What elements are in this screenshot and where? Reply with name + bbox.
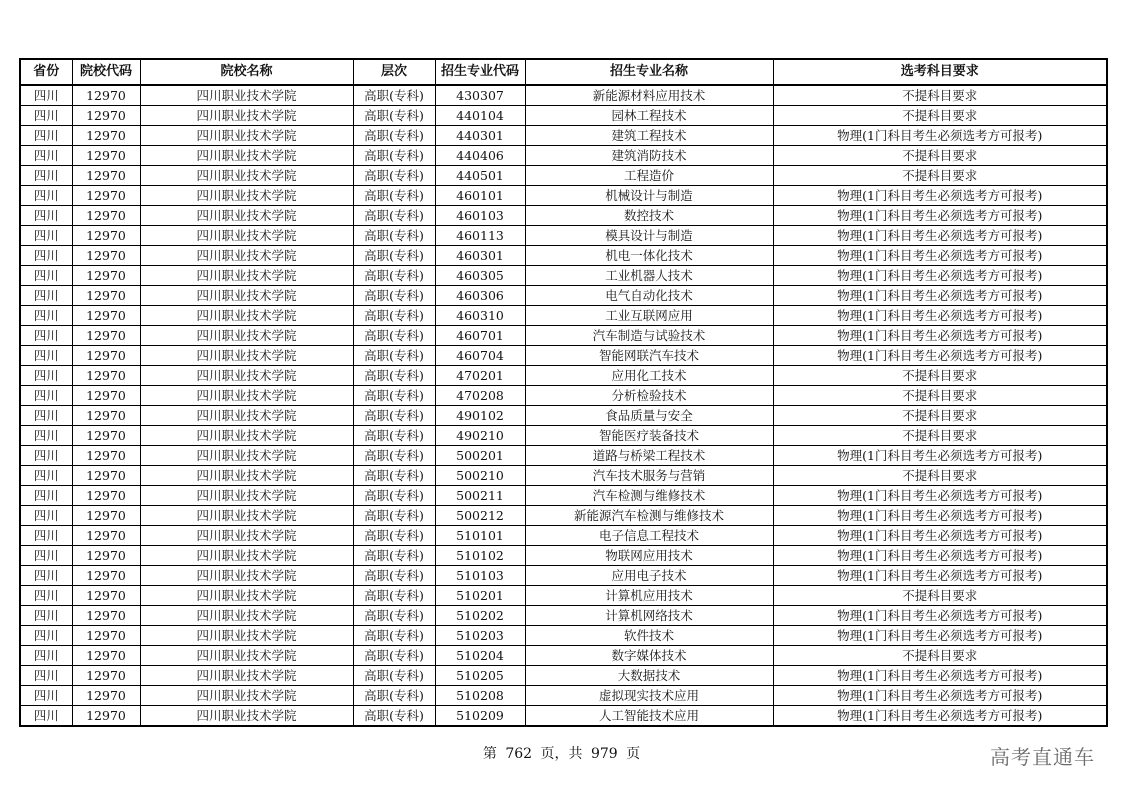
cell-major-name: 计算机网络技术 — [525, 606, 773, 626]
cell-level: 高职(专科) — [353, 386, 435, 406]
cell-school-name: 四川职业技术学院 — [140, 586, 353, 606]
table-row — [20, 446, 1107, 466]
header-province: 省份 — [20, 59, 72, 85]
cell-major-code: 500212 — [435, 506, 525, 526]
cell-subject-requirement: 不提科目要求 — [773, 166, 1107, 186]
cell-major-name: 电气自动化技术 — [525, 286, 773, 306]
cell-level: 高职(专科) — [353, 666, 435, 686]
cell-school-code: 12970 — [72, 386, 140, 406]
cell-major-code: 510101 — [435, 526, 525, 546]
cell-province: 四川 — [20, 546, 72, 566]
cell-province: 四川 — [20, 486, 72, 506]
cell-school-name: 四川职业技术学院 — [140, 106, 353, 126]
cell-level: 高职(专科) — [353, 346, 435, 366]
cell-major-code: 430307 — [435, 85, 525, 106]
cell-subject-requirement: 物理(1门科目考生必须选考方可报考) — [773, 206, 1107, 226]
cell-province: 四川 — [20, 166, 72, 186]
header-major-name: 招生专业名称 — [525, 59, 773, 85]
cell-major-code: 460310 — [435, 306, 525, 326]
cell-subject-requirement: 物理(1门科目考生必须选考方可报考) — [773, 626, 1107, 646]
cell-province: 四川 — [20, 326, 72, 346]
cell-school-code: 12970 — [72, 246, 140, 266]
table-row — [20, 666, 1107, 686]
cell-level: 高职(专科) — [353, 406, 435, 426]
cell-subject-requirement: 物理(1门科目考生必须选考方可报考) — [773, 666, 1107, 686]
cell-major-name: 道路与桥梁工程技术 — [525, 446, 773, 466]
cell-major-code: 460301 — [435, 246, 525, 266]
table-row — [20, 126, 1107, 146]
cell-school-code: 12970 — [72, 286, 140, 306]
cell-major-name: 新能源材料应用技术 — [525, 85, 773, 106]
cell-school-name: 四川职业技术学院 — [140, 166, 353, 186]
cell-school-name: 四川职业技术学院 — [140, 366, 353, 386]
table-row — [20, 646, 1107, 666]
cell-school-code: 12970 — [72, 506, 140, 526]
table-row — [20, 186, 1107, 206]
header-major-code: 招生专业代码 — [435, 59, 525, 85]
header-level: 层次 — [353, 59, 435, 85]
table-row — [20, 626, 1107, 646]
cell-province: 四川 — [20, 126, 72, 146]
cell-major-name: 应用电子技术 — [525, 566, 773, 586]
cell-school-name: 四川职业技术学院 — [140, 266, 353, 286]
cell-school-name: 四川职业技术学院 — [140, 466, 353, 486]
cell-province: 四川 — [20, 686, 72, 706]
footer-middle: 页，共 — [540, 746, 583, 762]
cell-province: 四川 — [20, 666, 72, 686]
table-body — [20, 85, 1107, 726]
cell-province: 四川 — [20, 146, 72, 166]
cell-province: 四川 — [20, 346, 72, 366]
cell-school-name: 四川职业技术学院 — [140, 566, 353, 586]
cell-province: 四川 — [20, 566, 72, 586]
cell-level: 高职(专科) — [353, 546, 435, 566]
cell-major-name: 食品质量与安全 — [525, 406, 773, 426]
table-row — [20, 386, 1107, 406]
cell-level: 高职(专科) — [353, 286, 435, 306]
cell-school-code: 12970 — [72, 466, 140, 486]
cell-major-name: 汽车检测与维修技术 — [525, 486, 773, 506]
cell-subject-requirement: 不提科目要求 — [773, 586, 1107, 606]
cell-major-name: 工业机器人技术 — [525, 266, 773, 286]
cell-subject-requirement: 物理(1门科目考生必须选考方可报考) — [773, 226, 1107, 246]
cell-subject-requirement: 物理(1门科目考生必须选考方可报考) — [773, 266, 1107, 286]
cell-major-code: 460701 — [435, 326, 525, 346]
cell-province: 四川 — [20, 266, 72, 286]
footer-prefix: 第 — [482, 746, 497, 762]
cell-school-code: 12970 — [72, 526, 140, 546]
cell-major-name: 数字媒体技术 — [525, 646, 773, 666]
cell-major-name: 智能网联汽车技术 — [525, 346, 773, 366]
cell-school-name: 四川职业技术学院 — [140, 126, 353, 146]
cell-major-name: 软件技术 — [525, 626, 773, 646]
footer-suffix: 页 — [626, 746, 641, 762]
cell-province: 四川 — [20, 186, 72, 206]
cell-school-code: 12970 — [72, 106, 140, 126]
cell-level: 高职(专科) — [353, 366, 435, 386]
cell-major-code: 510208 — [435, 686, 525, 706]
table-row — [20, 486, 1107, 506]
cell-school-code: 12970 — [72, 85, 140, 106]
cell-school-name: 四川职业技术学院 — [140, 226, 353, 246]
header-row — [20, 59, 1107, 85]
cell-major-code: 500201 — [435, 446, 525, 466]
cell-province: 四川 — [20, 586, 72, 606]
cell-level: 高职(专科) — [353, 266, 435, 286]
cell-level: 高职(专科) — [353, 506, 435, 526]
cell-subject-requirement: 不提科目要求 — [773, 366, 1107, 386]
table-row — [20, 106, 1107, 126]
cell-level: 高职(专科) — [353, 446, 435, 466]
cell-level: 高职(专科) — [353, 686, 435, 706]
cell-school-name: 四川职业技术学院 — [140, 146, 353, 166]
cell-major-name: 汽车制造与试验技术 — [525, 326, 773, 346]
table-row — [20, 686, 1107, 706]
cell-subject-requirement: 物理(1门科目考生必须选考方可报考) — [773, 126, 1107, 146]
cell-level: 高职(专科) — [353, 326, 435, 346]
cell-major-code: 470208 — [435, 386, 525, 406]
cell-level: 高职(专科) — [353, 226, 435, 246]
cell-school-name: 四川职业技术学院 — [140, 386, 353, 406]
cell-school-name: 四川职业技术学院 — [140, 626, 353, 646]
cell-subject-requirement: 物理(1门科目考生必须选考方可报考) — [773, 606, 1107, 626]
cell-province: 四川 — [20, 406, 72, 426]
cell-subject-requirement: 物理(1门科目考生必须选考方可报考) — [773, 486, 1107, 506]
cell-major-code: 460704 — [435, 346, 525, 366]
cell-school-name: 四川职业技术学院 — [140, 686, 353, 706]
cell-major-name: 机械设计与制造 — [525, 186, 773, 206]
cell-major-name: 电子信息工程技术 — [525, 526, 773, 546]
cell-school-name: 四川职业技术学院 — [140, 306, 353, 326]
cell-school-name: 四川职业技术学院 — [140, 85, 353, 106]
cell-subject-requirement: 不提科目要求 — [773, 426, 1107, 446]
cell-province: 四川 — [20, 466, 72, 486]
page-footer — [0, 743, 1123, 763]
cell-major-name: 机电一体化技术 — [525, 246, 773, 266]
cell-major-code: 500210 — [435, 466, 525, 486]
cell-province: 四川 — [20, 226, 72, 246]
cell-major-code: 490102 — [435, 406, 525, 426]
cell-major-code: 510203 — [435, 626, 525, 646]
cell-major-code: 460101 — [435, 186, 525, 206]
cell-subject-requirement: 物理(1门科目考生必须选考方可报考) — [773, 286, 1107, 306]
cell-subject-requirement: 物理(1门科目考生必须选考方可报考) — [773, 546, 1107, 566]
cell-school-name: 四川职业技术学院 — [140, 326, 353, 346]
cell-province: 四川 — [20, 646, 72, 666]
cell-school-code: 12970 — [72, 406, 140, 426]
header-subject-requirement: 选考科目要求 — [773, 59, 1107, 85]
cell-major-name: 工程造价 — [525, 166, 773, 186]
cell-major-name: 建筑消防技术 — [525, 146, 773, 166]
cell-province: 四川 — [20, 366, 72, 386]
cell-province: 四川 — [20, 386, 72, 406]
cell-major-code: 510201 — [435, 586, 525, 606]
cell-school-name: 四川职业技术学院 — [140, 446, 353, 466]
cell-level: 高职(专科) — [353, 426, 435, 446]
cell-school-code: 12970 — [72, 186, 140, 206]
cell-subject-requirement: 物理(1门科目考生必须选考方可报考) — [773, 246, 1107, 266]
table-row — [20, 246, 1107, 266]
cell-school-code: 12970 — [72, 446, 140, 466]
cell-major-code: 460306 — [435, 286, 525, 306]
cell-school-name: 四川职业技术学院 — [140, 486, 353, 506]
cell-school-code: 12970 — [72, 146, 140, 166]
cell-level: 高职(专科) — [353, 166, 435, 186]
cell-subject-requirement: 不提科目要求 — [773, 646, 1107, 666]
cell-level: 高职(专科) — [353, 626, 435, 646]
cell-level: 高职(专科) — [353, 85, 435, 106]
cell-school-code: 12970 — [72, 426, 140, 446]
cell-province: 四川 — [20, 286, 72, 306]
cell-school-name: 四川职业技术学院 — [140, 406, 353, 426]
cell-major-code: 460103 — [435, 206, 525, 226]
cell-school-name: 四川职业技术学院 — [140, 186, 353, 206]
enrollment-table — [19, 58, 1108, 727]
cell-major-name: 工业互联网应用 — [525, 306, 773, 326]
cell-school-name: 四川职业技术学院 — [140, 246, 353, 266]
cell-school-name: 四川职业技术学院 — [140, 606, 353, 626]
cell-school-code: 12970 — [72, 586, 140, 606]
cell-major-code: 440406 — [435, 146, 525, 166]
cell-major-name: 新能源汽车检测与维修技术 — [525, 506, 773, 526]
cell-school-name: 四川职业技术学院 — [140, 706, 353, 727]
cell-major-code: 510204 — [435, 646, 525, 666]
cell-school-name: 四川职业技术学院 — [140, 546, 353, 566]
cell-school-code: 12970 — [72, 306, 140, 326]
cell-subject-requirement: 不提科目要求 — [773, 466, 1107, 486]
cell-major-code: 510209 — [435, 706, 525, 727]
cell-major-code: 460305 — [435, 266, 525, 286]
cell-province: 四川 — [20, 85, 72, 106]
table-row — [20, 346, 1107, 366]
table-row — [20, 85, 1107, 106]
cell-school-code: 12970 — [72, 686, 140, 706]
cell-major-code: 460113 — [435, 226, 525, 246]
cell-level: 高职(专科) — [353, 566, 435, 586]
table-row — [20, 286, 1107, 306]
cell-level: 高职(专科) — [353, 646, 435, 666]
cell-level: 高职(专科) — [353, 586, 435, 606]
cell-subject-requirement: 物理(1门科目考生必须选考方可报考) — [773, 186, 1107, 206]
cell-school-code: 12970 — [72, 266, 140, 286]
cell-level: 高职(专科) — [353, 526, 435, 546]
cell-major-code: 510205 — [435, 666, 525, 686]
cell-major-name: 分析检验技术 — [525, 386, 773, 406]
table-row — [20, 166, 1107, 186]
cell-major-name: 大数据技术 — [525, 666, 773, 686]
cell-school-code: 12970 — [72, 626, 140, 646]
current-page-number: 762 — [505, 746, 533, 762]
table-row — [20, 326, 1107, 346]
total-pages-number: 979 — [590, 746, 618, 762]
cell-school-code: 12970 — [72, 706, 140, 727]
cell-major-code: 470201 — [435, 366, 525, 386]
cell-province: 四川 — [20, 446, 72, 466]
cell-school-code: 12970 — [72, 546, 140, 566]
table-row — [20, 706, 1107, 727]
cell-province: 四川 — [20, 706, 72, 727]
cell-level: 高职(专科) — [353, 146, 435, 166]
cell-province: 四川 — [20, 106, 72, 126]
cell-school-code: 12970 — [72, 486, 140, 506]
cell-level: 高职(专科) — [353, 206, 435, 226]
cell-province: 四川 — [20, 206, 72, 226]
cell-subject-requirement: 不提科目要求 — [773, 406, 1107, 426]
cell-school-name: 四川职业技术学院 — [140, 526, 353, 546]
cell-level: 高职(专科) — [353, 306, 435, 326]
cell-level: 高职(专科) — [353, 186, 435, 206]
table-row — [20, 566, 1107, 586]
table-row — [20, 306, 1107, 326]
cell-province: 四川 — [20, 626, 72, 646]
cell-major-name: 人工智能技术应用 — [525, 706, 773, 727]
cell-school-code: 12970 — [72, 366, 140, 386]
cell-subject-requirement: 不提科目要求 — [773, 85, 1107, 106]
table-row — [20, 586, 1107, 606]
cell-school-name: 四川职业技术学院 — [140, 206, 353, 226]
cell-province: 四川 — [20, 246, 72, 266]
cell-subject-requirement: 不提科目要求 — [773, 386, 1107, 406]
cell-school-code: 12970 — [72, 206, 140, 226]
table-row — [20, 546, 1107, 566]
cell-subject-requirement: 物理(1门科目考生必须选考方可报考) — [773, 706, 1107, 727]
cell-level: 高职(专科) — [353, 606, 435, 626]
cell-major-code: 510103 — [435, 566, 525, 586]
cell-school-code: 12970 — [72, 646, 140, 666]
cell-subject-requirement: 物理(1门科目考生必须选考方可报考) — [773, 326, 1107, 346]
cell-major-name: 汽车技术服务与营销 — [525, 466, 773, 486]
cell-subject-requirement: 物理(1门科目考生必须选考方可报考) — [773, 686, 1107, 706]
cell-level: 高职(专科) — [353, 706, 435, 727]
cell-level: 高职(专科) — [353, 486, 435, 506]
cell-major-name: 建筑工程技术 — [525, 126, 773, 146]
cell-major-code: 510202 — [435, 606, 525, 626]
cell-major-name: 计算机应用技术 — [525, 586, 773, 606]
cell-school-name: 四川职业技术学院 — [140, 666, 353, 686]
table-row — [20, 266, 1107, 286]
cell-subject-requirement: 物理(1门科目考生必须选考方可报考) — [773, 306, 1107, 326]
watermark-text: 高考直通车 — [990, 745, 1095, 769]
table-row — [20, 506, 1107, 526]
cell-major-name: 应用化工技术 — [525, 366, 773, 386]
cell-school-name: 四川职业技术学院 — [140, 286, 353, 306]
cell-major-code: 510102 — [435, 546, 525, 566]
cell-major-code: 440501 — [435, 166, 525, 186]
cell-subject-requirement: 物理(1门科目考生必须选考方可报考) — [773, 506, 1107, 526]
cell-school-code: 12970 — [72, 326, 140, 346]
table-row — [20, 366, 1107, 386]
cell-province: 四川 — [20, 426, 72, 446]
cell-school-code: 12970 — [72, 346, 140, 366]
cell-province: 四川 — [20, 526, 72, 546]
table-row — [20, 606, 1107, 626]
table-row — [20, 466, 1107, 486]
cell-school-code: 12970 — [72, 566, 140, 586]
cell-subject-requirement: 不提科目要求 — [773, 146, 1107, 166]
table-row — [20, 206, 1107, 226]
cell-major-name: 园林工程技术 — [525, 106, 773, 126]
cell-major-name: 模具设计与制造 — [525, 226, 773, 246]
table-row — [20, 226, 1107, 246]
cell-school-code: 12970 — [72, 226, 140, 246]
cell-school-code: 12970 — [72, 126, 140, 146]
header-school-name: 院校名称 — [140, 59, 353, 85]
cell-major-name: 智能医疗装备技术 — [525, 426, 773, 446]
cell-major-code: 440104 — [435, 106, 525, 126]
cell-major-code: 440301 — [435, 126, 525, 146]
cell-province: 四川 — [20, 606, 72, 626]
cell-major-name: 数控技术 — [525, 206, 773, 226]
table-row — [20, 406, 1107, 426]
table-row — [20, 146, 1107, 166]
cell-subject-requirement: 物理(1门科目考生必须选考方可报考) — [773, 566, 1107, 586]
cell-school-name: 四川职业技术学院 — [140, 646, 353, 666]
cell-subject-requirement: 物理(1门科目考生必须选考方可报考) — [773, 526, 1107, 546]
cell-province: 四川 — [20, 306, 72, 326]
cell-major-name: 虚拟现实技术应用 — [525, 686, 773, 706]
cell-subject-requirement: 不提科目要求 — [773, 106, 1107, 126]
cell-province: 四川 — [20, 506, 72, 526]
cell-subject-requirement: 物理(1门科目考生必须选考方可报考) — [773, 446, 1107, 466]
cell-school-name: 四川职业技术学院 — [140, 346, 353, 366]
cell-major-code: 500211 — [435, 486, 525, 506]
cell-level: 高职(专科) — [353, 246, 435, 266]
cell-major-name: 物联网应用技术 — [525, 546, 773, 566]
cell-school-code: 12970 — [72, 606, 140, 626]
cell-level: 高职(专科) — [353, 106, 435, 126]
cell-school-name: 四川职业技术学院 — [140, 426, 353, 446]
cell-subject-requirement: 物理(1门科目考生必须选考方可报考) — [773, 346, 1107, 366]
cell-school-code: 12970 — [72, 166, 140, 186]
header-school-code: 院校代码 — [72, 59, 140, 85]
table-header — [20, 59, 1107, 85]
table-row — [20, 526, 1107, 546]
cell-school-code: 12970 — [72, 666, 140, 686]
cell-level: 高职(专科) — [353, 126, 435, 146]
table-row — [20, 426, 1107, 446]
cell-level: 高职(专科) — [353, 466, 435, 486]
cell-school-name: 四川职业技术学院 — [140, 506, 353, 526]
cell-major-code: 490210 — [435, 426, 525, 446]
